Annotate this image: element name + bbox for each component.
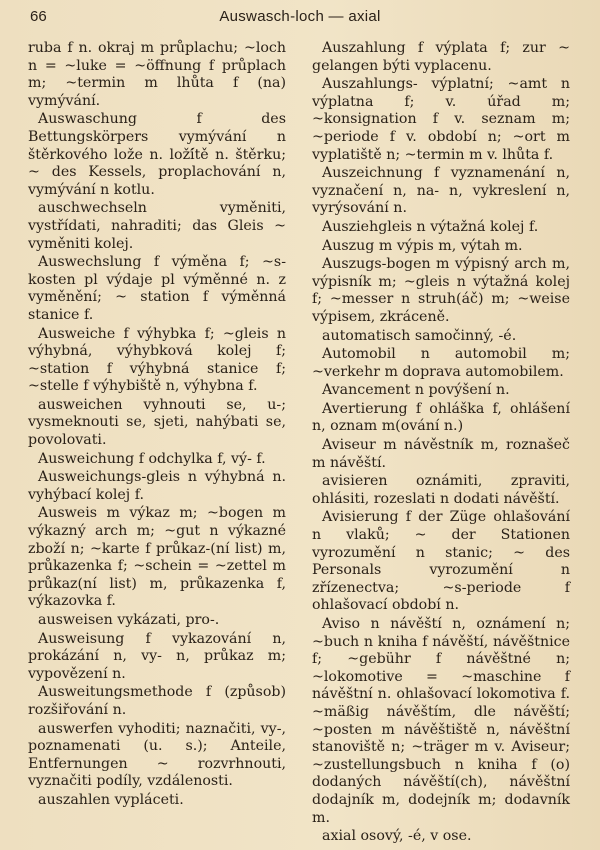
dictionary-entry: Ausweis m výkaz m; ~bogen m výkazný arch m; ~gut n výkazné zboží n; ~karte f průkaz-(ní list) m, průkazenka f; ~schein = ~zettel m průkaz(ní list) m, průkazenka f, výkazovka f. [28,505,286,610]
dictionary-entry: Avertierung f ohláška f, ohlášení n, oznam m(ování n.) [312,400,570,435]
dictionary-entry: axial osový, -é, v ose. [322,828,472,845]
dictionary-entry: Aviso n návěští n, oznámení n; ~buch n kniha f návěští, návěštnice f; ~gebühr f návěštné n; ~lokomotive = ~maschine f návěštní n. ohlašovací lokomotiva f. ~mäßig návěštím, dle návěští; ~posten m návěštiště n, návěštní stanoviště n; ~träger m v. Aviseur; ~zustellungsbuch n kniha f (o) dodaných návěští(ch), návěštní dodajník m, dodejník m; dodavník m. [312,616,570,826]
dictionary-entry: Avancement n povýšení n. [322,382,510,399]
dictionary-entry: Automobil n automobil m; ~verkehr m doprava automobilem. [312,346,570,380]
dictionary-entry: Auszahlung f výplata f; zur ~ gelangen býti vyplacenu. [312,40,570,74]
left-column [28,40,286,811]
dictionary-entry: auswerfen vyhoditi; naznačiti, vy-, poznamenati (u. s.); Anteile, Entfernungen ~ rozvrhnouti, vyznačiti podíly, vzdálenosti. [28,720,286,790]
dictionary-entry: Ausweiche f výhybka f; ~gleis n výhybná, výhybková kolej f; ~station f výhybná stanice f; ~stelle f výhybiště n, výhybna f. [28,325,286,395]
dictionary-entry: Auszugs-bogen m výpisný arch m, výpisník m; ~gleis n výtažná kolej f; ~messer n struh(áč) m; ~weise výpisem, zkráceně. [312,256,570,325]
dictionary-entry: auschwechseln vyměniti, vystřídati, nahraditi; das Gleis ~ vyměniti kolej. [28,200,286,252]
dictionary-entry: automatisch samočinný, -é. [322,327,517,344]
dictionary-entry: ausweichen vyhnouti se, u-; vysmeknouti se, sjeti, nahýbati se, povolovati. [28,396,286,449]
dictionary-entry: ruba f n. okraj m průplachu; ~loch n = ~luke = ~öffnung f průplach m; ~termin m lhůta f (na) vymývání. [28,40,286,109]
dictionary-entry: Auswechslung f výměna f; ~s-kosten pl výdaje pl výměnné n. z vyměnění; ~ station f výměnná stanice f. [28,254,286,323]
dictionary-entry: Auszahlungs- výplatní; ~amt n výplatna f; v. úřad m; ~konsignation f v. seznam m; ~periode f v. období n; ~ort m vyplatiště n; ~termin m v. lhůta f. [312,76,570,163]
dictionary-entry: Ausweisung f vykazování n, prokázání n, vy- n, průkaz m; vypovězení n. [28,630,286,682]
dictionary-entry: Ausziehgleis n výtažná kolej f. [322,218,539,235]
dictionary-entry: Ausweichung f odchylka f, vý- f. [38,450,266,467]
dictionary-entry: ausweisen vykázati, pro-. [38,612,220,628]
page-header [0,8,600,30]
dictionary-entry: avisieren oznámiti, zpraviti, ohlásiti, rozeslati n dodati návěští. [312,473,570,507]
dictionary-entry: auszahlen vypláceti. [38,791,184,808]
dictionary-entry: Ausweichungs-gleis n výhybná n. vyhýbací kolej f. [28,469,286,503]
dictionary-entry: Ausweitungsmethode f (způsob) rozšiřování n. [28,684,286,718]
dictionary-entry: Auszeichnung f vyznamenání n, vyznačení n, na- n, vykreslení n, vyrýsování n. [312,165,570,217]
running-head: Auswasch-loch — axial [219,8,381,25]
dictionary-entry: Aviseur m návěstník m, roznašeč m návěští. [312,437,570,471]
dictionary-entry: Auszug m výpis m, výtah m. [322,237,523,254]
dictionary-entry: Auswaschung f des Bettungskörpers vymývání n štěrkového lože n. loží́tě n. štěrku; ~ des Kessels, proplachování n, vymývání n kotlu. [28,111,286,198]
page-number: 66 [30,8,47,25]
dictionary-entry: Avisierung f der Züge ohlašování n vlaků; ~ der Stationen vyrozumění n stanic; ~ des Personals vyrozumění n zřízenectva; ~s-periode f ohlašovací období n. [312,509,570,614]
right-column [312,40,570,847]
